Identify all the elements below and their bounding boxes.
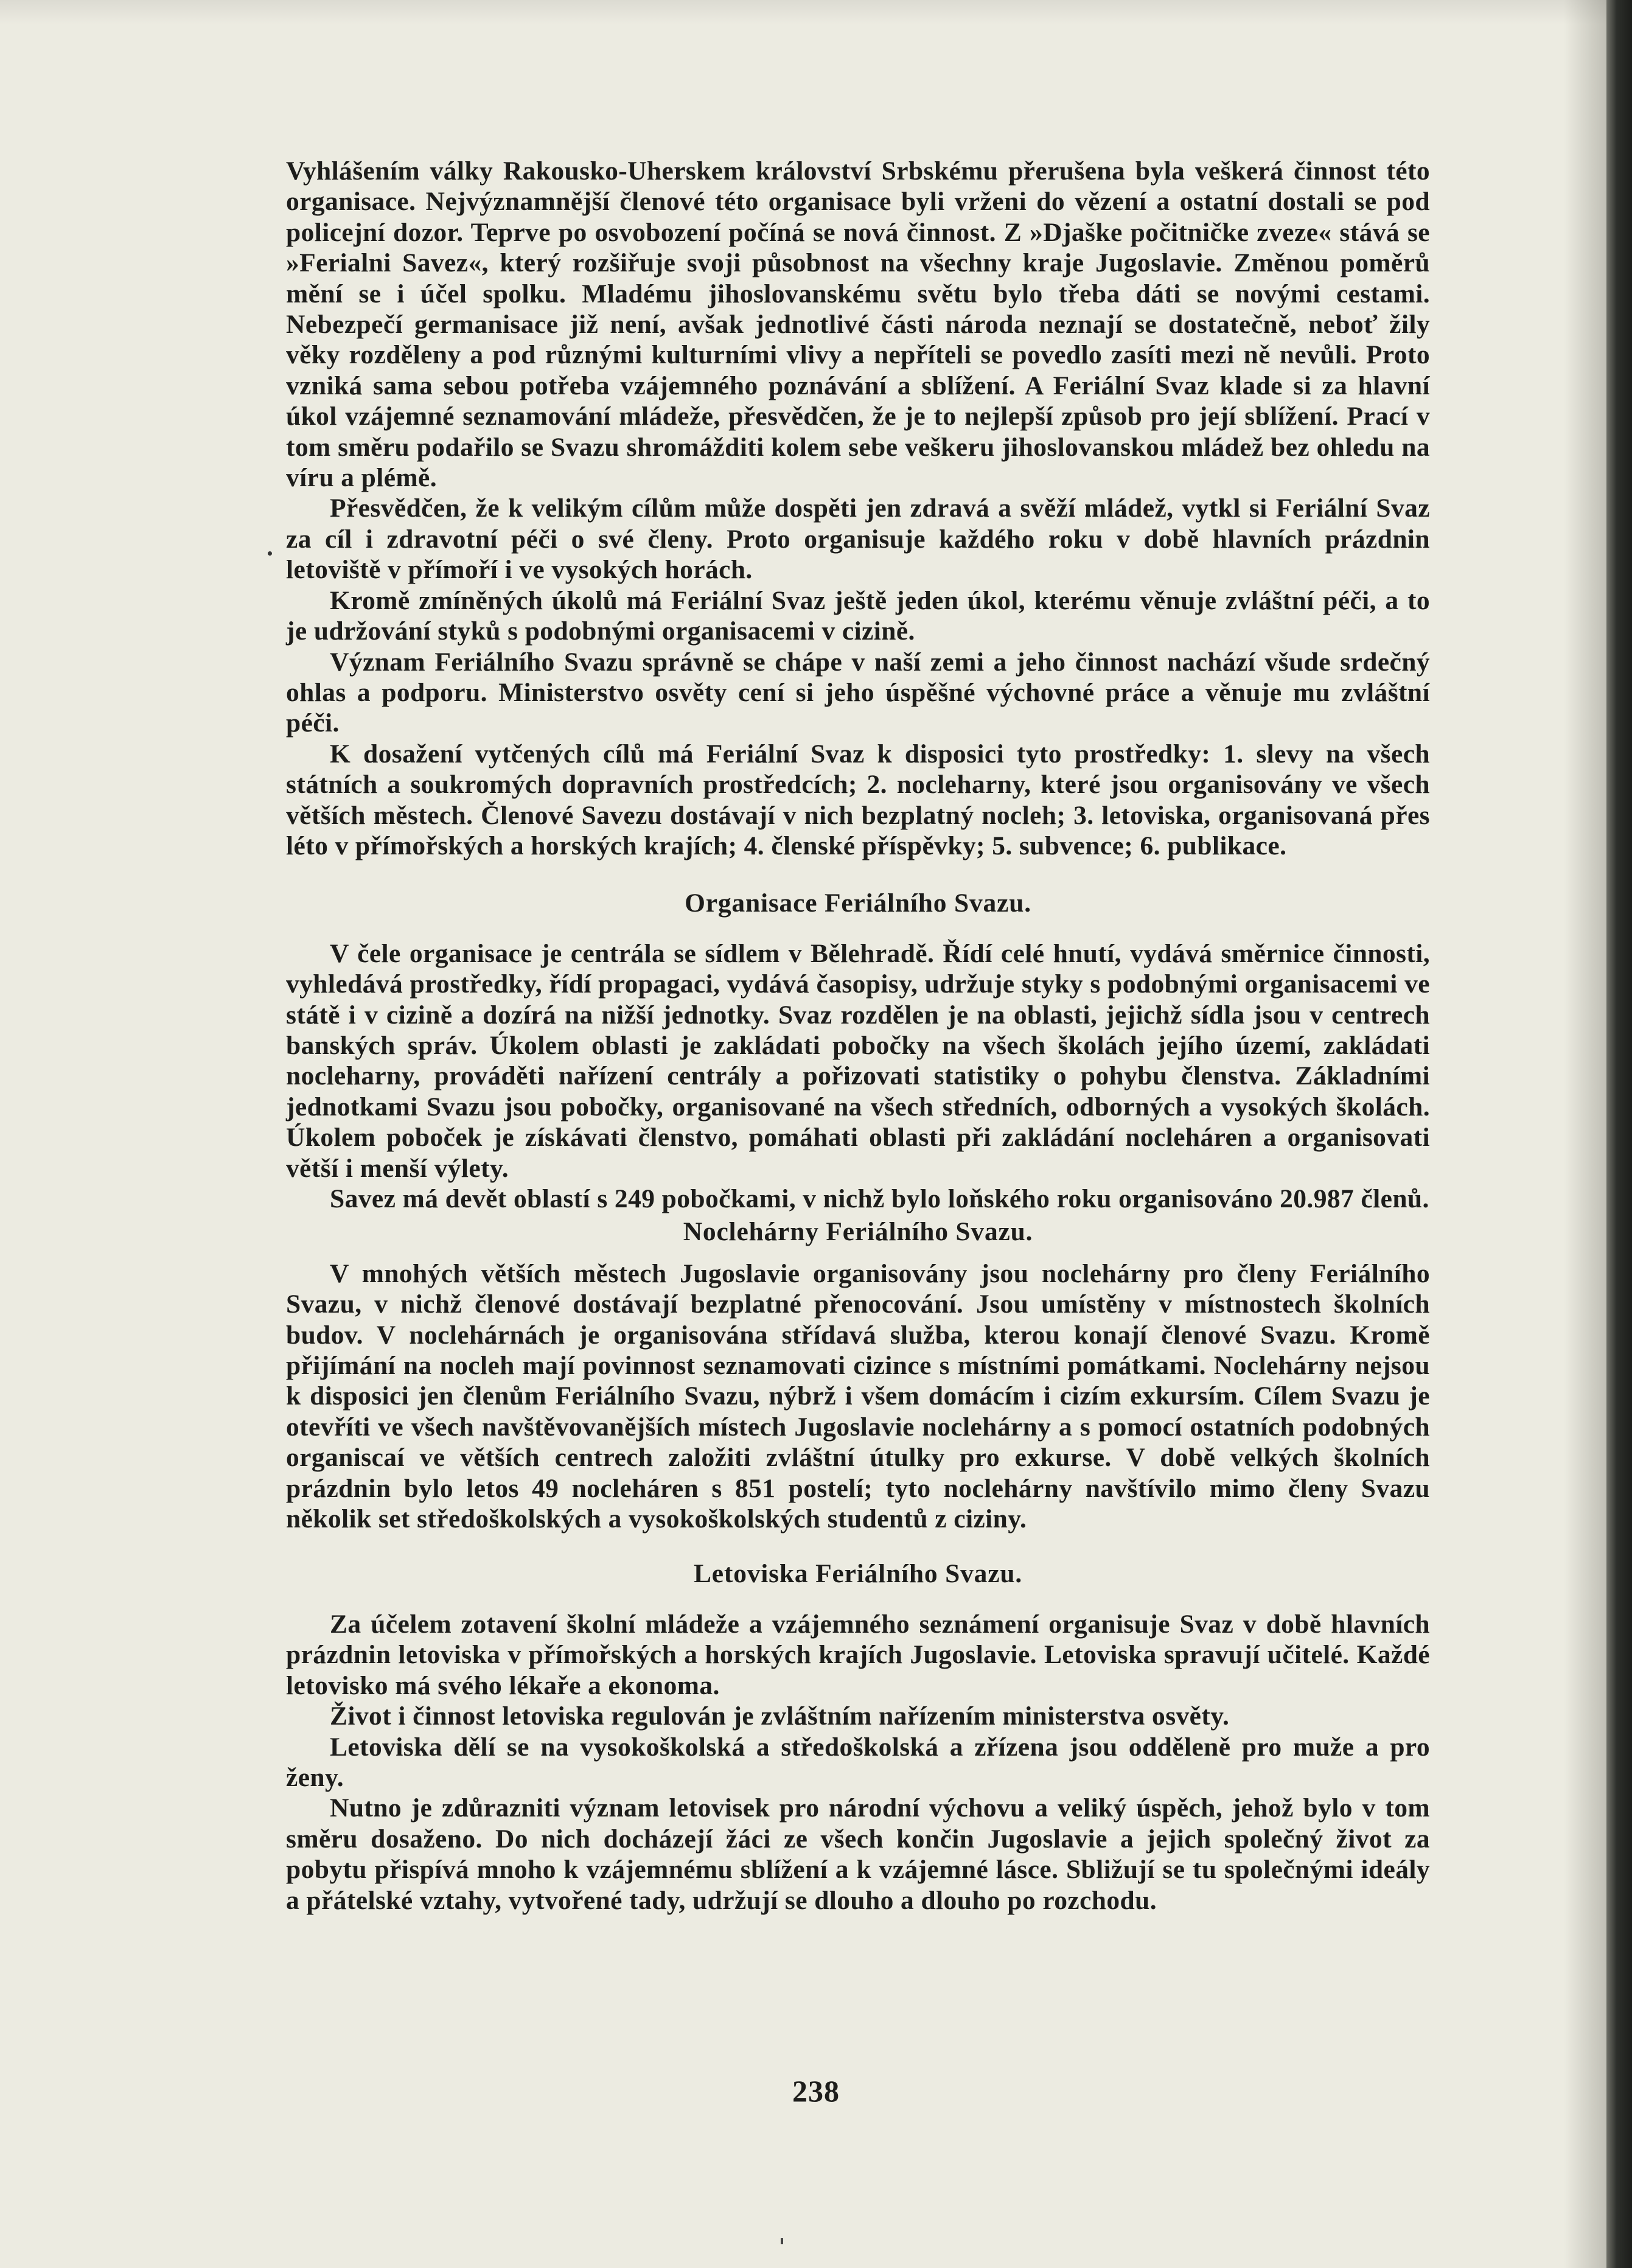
intro-paragraph-2: Přesvědčen, že k velikým cílům může dospěti jen zdravá a svěží mládež, vytkl si Feriální Svaz za cíl i zdravotní péči o své členy. Proto organisuje každého roku v době hlavních prázdnin letoviště v přímoří i ve vysokých horách. bbox=[286, 494, 1430, 585]
book-binding-edge bbox=[1606, 0, 1632, 2268]
intro-paragraph-3: Kromě zmíněných úkolů má Feriální Svaz ještě jeden úkol, kterému věnuje zvláštní péči, a to je udržování styků s podobnými organisacemi v cizině. bbox=[286, 585, 1430, 646]
page-text-body bbox=[286, 156, 1430, 1916]
letoviska-paragraph-1: Za účelem zotavení školní mládeže a vzájemného seznámení organisuje Svaz v době hlavních prázdnin letoviska v přímořských a horských krajích Jugoslavie. Letoviska spravují učitelé. Každé letovisko má svého lékaře a ekonoma. bbox=[286, 1609, 1430, 1700]
page-number: 238 bbox=[792, 2074, 840, 2108]
organisace-paragraph-2: Savez má devět oblastí s 249 pobočkami, v nichž bylo loňského roku organisováno 20.987 členů. bbox=[330, 1184, 1429, 1213]
letoviska-paragraph-3: Letoviska dělí se na vysokoškolská a středoškolská a zřízena jsou odděleně pro muže a pro ženy. bbox=[286, 1732, 1430, 1792]
noclehary-paragraph-1: V mnohých větších městech Jugoslavie organisovány jsou noclehárny pro členy Feriálního Svazu, v nichž členové dostávají bezplatné přenocování. Jsou umístěny v místnostech školních budov. V noclehárnách je organisována střídavá služba, kterou konají členové Svazu. Kromě přijímání na nocleh mají povinnost seznamovati cizince s místními pomátkami. Noclehárny nejsou k disposici jen členům Feriálního Svazu, nýbrž i všem domácím i cizím exkursím. Cílem Svazu je otevříti ve všech navštěvovanějších místech Jugoslavie noclehárny a s pomocí ostatních podobných organiscaí ve větších centrech založiti zvláštní útulky pro exkurse. V době velkých školních prázdnin bylo letos 49 nocleháren s 851 postelí; tyto noclehárny navštívilo mimo členy Svazu několik set středoškolských a vysokoškolských studentů z ciziny. bbox=[286, 1258, 1430, 1534]
margin-mark bbox=[268, 551, 272, 556]
page-top-edge bbox=[0, 0, 1606, 24]
heading-organisace: Organisace Feriálního Svazu. bbox=[685, 888, 1031, 918]
intro-paragraph-1: Vyhlášením války Rakousko-Uherskem království Srbskému přerušena byla veškerá činnost této organisace. Nejvýznamnější členové této organisace byli vrženi do vězení a ostatní dostali se pod policejní dozor. Teprve po osvobození počíná se nová činnost. Z »Djaške počitničke zveze« stává se »Ferialni Savez«, který rozšiřuje svoji působnost na všechny kraje Jugoslavie. Změnou poměrů mění se i účel spolku. Mladému jihoslovanskému světu bylo třeba dáti se novými cestami. Nebezpečí germanisace již není, avšak jednotlivé části národa neznají se dostatečně, neboť žily věky rozděleny a pod různými kulturními vlivy a nepříteli se povedlo zasíti mezi ně nevůli. Proto vzniká sama sebou potřeba vzájemného poznávání a sblížení. A Feriální Svaz klade si za hlavní úkol vzájemné seznamování mládeže, přesvědčen, že je to nejlepší způsob pro její sblížení. Prací v tom směru podařilo se Svazu shromážditi kolem sebe veškeru jihoslovanskou mládež bez ohledu na víru a plémě. bbox=[286, 156, 1430, 493]
binding-shadow bbox=[1564, 0, 1606, 2268]
heading-noclehary: Noclehárny Feriálního Svazu. bbox=[683, 1217, 1033, 1247]
organisace-paragraph-1: V čele organisace je centrála se sídlem v Bělehradě. Řídí celé hnutí, vydává směrnice činnosti, vyhledává prostředky, řídí propagaci, vydává časopisy, udržuje styky s podobnými organisacemi ve státě i v cizině a dozírá na nižší jednotky. Svaz rozdělen je na oblasti, jejichž sídla jsou v centrech banských správ. Úkolem oblasti je zakládati pobočky na všech školách jejího území, zakládati nocleharny, prováděti nařízení centrály a pořizovati statistiky o pohybu členstva. Základními jednotkami Svazu jsou pobočky, organisované na všech středních, odborných a vysokých školách. Úkolem poboček je získávati členstvo, pomáhati oblasti při zakládání nocleháren a organisovati větší i menší výlety. bbox=[286, 938, 1430, 1183]
intro-paragraph-5: K dosažení vytčených cílů má Feriální Svaz k disposici tyto prostředky: 1. slevy na všech státních a soukromých dopravních prostředcích; 2. nocleharny, které jsou organisovány ve všech větších městech. Členové Savezu dostávají v nich bezplatný nocleh; 3. letoviska, organisovaná přes léto v přímořských a horských krajích; 4. členské příspěvky; 5. subvence; 6. publikace. bbox=[286, 739, 1430, 860]
bottom-speck bbox=[781, 2238, 783, 2244]
intro-paragraph-4: Význam Feriálního Svazu správně se chápe v naší zemi a jeho činnost nachází všude srdečný ohlas a podporu. Ministerstvo osvěty cení si jeho úspěšné výchovné práce a věnuje mu zvláštní péči. bbox=[286, 647, 1430, 738]
letoviska-paragraph-4: Nutno je zdůrazniti význam letovisek pro národní výchovu a veliký úspěch, jehož bylo v tom směru dosaženo. Do nich docházejí žáci ze všech končin Jugoslavie a jejich společný život za pobytu přispívá mnoho k vzájemnému sblížení a k vzájemné lásce. Sbližují se tu společnými ideály a přátelské vztahy, vytvořené tady, udržují se dlouho a dlouho po rozchodu. bbox=[286, 1793, 1430, 1915]
heading-letoviska: Letoviska Feriálního Svazu. bbox=[693, 1559, 1022, 1589]
letoviska-paragraph-2: Život i činnost letoviska regulován je zvláštním nařízením ministerstva osvěty. bbox=[330, 1701, 1230, 1731]
